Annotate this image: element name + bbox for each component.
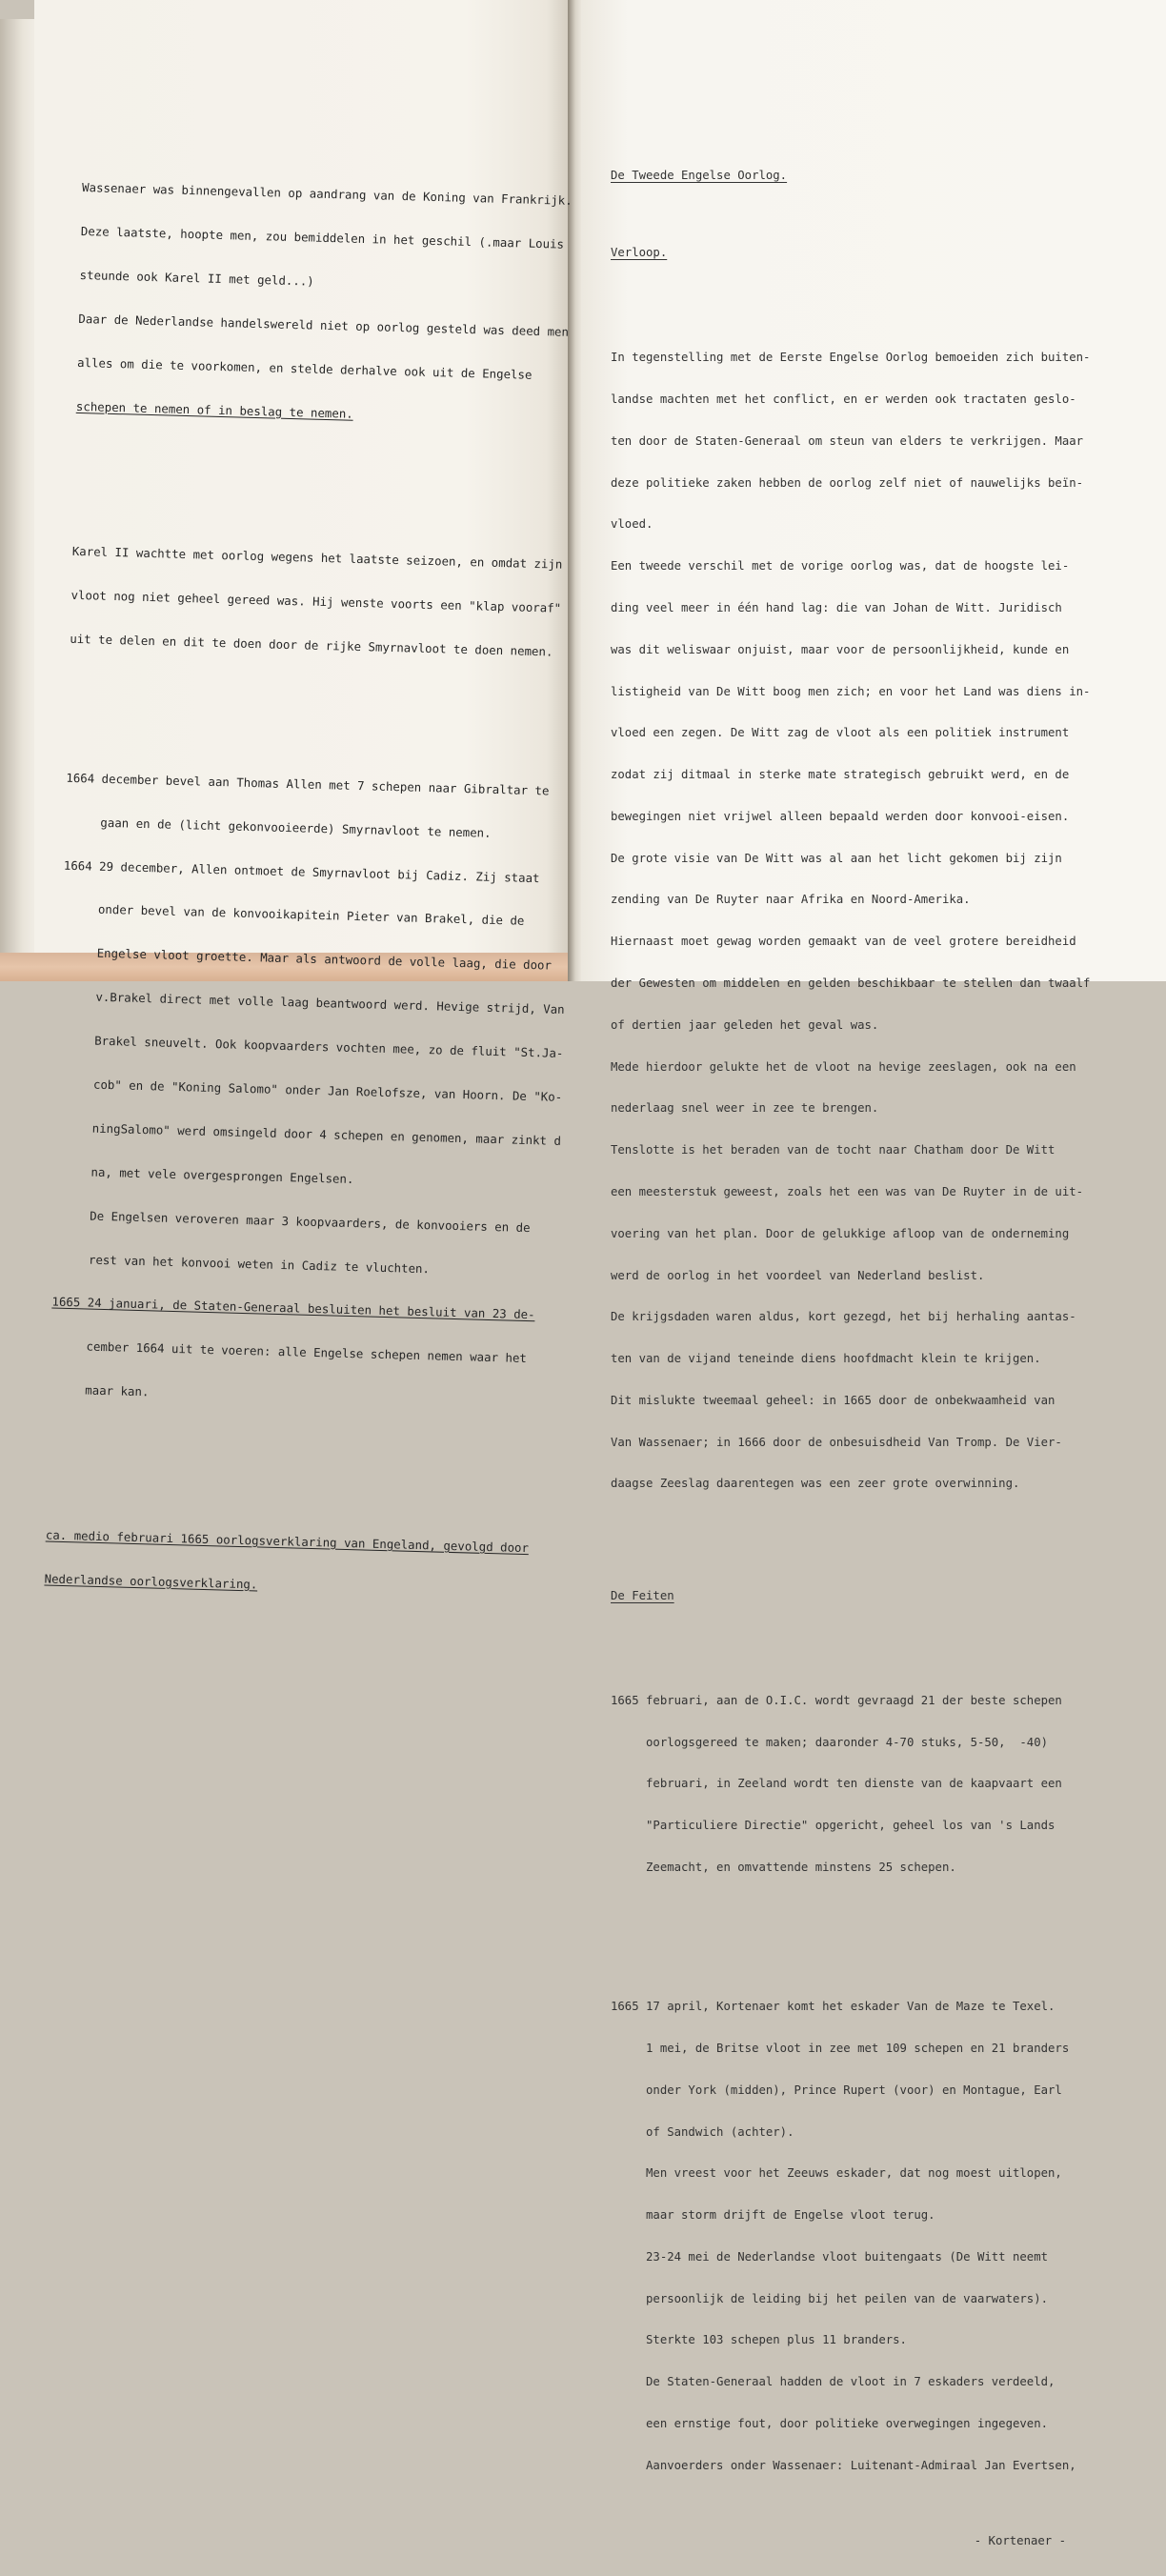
paragraph-gap [48,1455,543,1482]
paragraph-gap [611,1546,1144,1560]
paragraph-gap [68,704,563,725]
text-line: oorlogsgereed te maken; daaronder 4-70 stuks, 5-50, -40) [611,1735,1049,1749]
text-line: na, met vele overgesprongen Engelsen. [55,1163,354,1186]
text-line: ten van de vijand teneinde diens hoofdmacht klein te krijgen. [611,1352,1041,1366]
text-line: een meesterstuk geweest, zoals het een was van De Ruyter in de uit- [611,1184,1084,1198]
text-line: alles om die te voorkomen, en stelde derhalve ook uit de Engelse [76,354,533,382]
text-line: De krijgsdaden waren aldus, kort gezegd, het bij herhaling aantas- [611,1310,1076,1324]
text-line: 1665 17 april, Kortenaer komt het eskader Van de Maze te Texel. [611,2000,1055,2014]
text-line: zending van De Ruyter naar Afrika en Noord-Amerika. [611,893,971,907]
text-line: of Sandwich (achter). [611,2124,794,2139]
section-heading-verloop: Verloop. [611,246,668,260]
text-line: Nederlandse oorlogsverklaring. [44,1571,258,1592]
page-stack-edge [0,19,38,962]
text-line: uit te delen en dit te doen door de rijke Smyrnavloot te doen nemen. [70,631,553,659]
paragraph-gap [611,1630,1144,1638]
text-line: 23-24 mei de Nederlandse vloot buitengaats (De Witt neemt [611,2249,1049,2264]
text-line: onder York (midden), Prince Rupert (voor) en Montague, Earl [611,2083,1062,2097]
text-line: Wassenaer was binnengevallen op aandrang van de Koning van Frankrijk. [81,180,573,209]
text-line: vloed. [611,517,653,532]
left-intro-paragraph [75,151,578,456]
text-line: De grote visie van De Witt was al aan het licht gekomen bij zijn [611,851,1062,865]
text-line: Deze laatste, hoopte men, zou bemiddelen in het geschil (.maar Louis [80,224,565,252]
text-line: maar storm drijft de Engelse vloot terug. [611,2208,935,2223]
left-second-paragraph [69,515,568,689]
feiten-block-2 [611,1972,1144,2501]
text-line: ningSalomo" werd omsingeld door 4 schepen en genomen, maar zinkt d [56,1119,562,1148]
text-line: Karel II wachtte met oorlog wegens het laatste seizoen, en omdat zijn [71,544,563,573]
left-page-text [43,122,579,1658]
section-heading-feiten: De Feiten [611,1588,674,1602]
text-line: Hiernaast moet gewag worden gemaakt van de veel grotere bereidheid [611,935,1076,949]
text-line: zodat zij ditmaal in sterke mate strategisch gebruikt werd, en de [611,768,1070,782]
chapter-title: De Tweede Engelse Oorlog. [611,169,788,183]
text-line: bewegingen niet vrijwel alleen bepaald werden door konvooi-eisen. [611,809,1070,823]
text-line: "Particuliere Directie" opgericht, geheel los van 's Lands [611,1819,1055,1833]
text-line: een ernstige fout, door politieke overwegingen ingegeven. [611,2417,1049,2430]
text-line: cob" en de "Koning Salomo" onder Jan Roelofsze, van Hoorn. De "Ko- [57,1076,563,1104]
text-line: nederlaag snel weer in zee te brengen. [611,1101,879,1116]
left-war-declaration [44,1499,542,1628]
text-line: ten door de Staten-Generaal om steun van elders te verkrijgen. Maar [611,433,1084,448]
text-line: landse machten met het conflict, en er werden ook tractaten geslo- [611,392,1076,407]
text-line: Daar de Nederlandse handelswereld niet op oorlog gesteld was deed men [78,311,570,339]
text-line: De Staten-Generaal hadden de vloot in 7 eskaders verdeeld, [611,2375,1055,2389]
text-line: gaan en de (licht gekonvooieerde) Smyrnavloot te nemen. [64,814,492,840]
text-line: was dit weliswaar onjuist, maar voor de persoonlijkheid, kunde en [611,642,1070,656]
text-line: vloot nog niet geheel gereed was. Hij wenste voorts een "klap vooraf" [70,588,562,615]
text-line: cember 1664 uit te voeren: alle Engelse schepen nemen waar het [50,1338,528,1366]
text-line: Tenslotte is het beraden van de tocht naar Chatham door De Witt [611,1143,1055,1157]
text-line: der Gewesten om middelen en gelden beschikbaar te stellen dan twaalf [611,976,1091,991]
text-line: Brakel sneuvelt. Ook koopvaarders vochten mee, zo de fluit "St.Ja- [58,1032,564,1061]
text-line: In tegenstelling met de Eerste Engelse Oorlog bemoeiden zich buiten- [611,351,1091,365]
text-line: werd de oorlog in het voordeel van Nederland beslist. [611,1268,985,1282]
feiten-block-1 [611,1666,1144,1902]
text-line: ca. medio februari 1665 oorlogsverklaring van Engeland, gevolgd door [45,1527,530,1556]
text-line: Sterkte 103 schepen plus 11 branders. [611,2333,907,2347]
text-line: februari, in Zeeland wordt ten dienste van de kaapvaart een [611,1777,1062,1791]
text-line: rest van het konvooi weten in Cadiz te vluchten. [52,1251,431,1276]
text-line: daagse Zeeslag daarentegen was een zeer grote overwinning. [611,1477,1020,1491]
text-line: Van Wassenaer; in 1666 door de onbesuisdheid Van Tromp. De Vier- [611,1435,1062,1449]
text-line: 1 mei, de Britse vloot in zee met 109 schepen en 21 branders [611,2041,1070,2055]
text-line: 1664 29 december, Allen ontmoet de Smyrnavloot bij Cadiz. Zij staat [63,857,540,885]
text-line: Mede hierdoor gelukte het de vloot na hevige zeeslagen, ook na een [611,1059,1076,1074]
paragraph-gap [611,1930,1144,1944]
text-line: 1665 februari, aan de O.I.C. wordt gevraagd 21 der beste schepen [611,1693,1062,1707]
text-line: of dertien jaar geleden het geval was. [611,1017,879,1032]
text-line: Engelse vloot groette. Maar als antwoord de volle laag, die door [61,945,553,973]
verloop-paragraph [611,323,1144,1519]
text-line: vloed een zegen. De Witt zag de vloot als een politiek instrument [611,726,1070,740]
text-line: steunde ook Karel II met geld...) [79,267,314,289]
text-line: ding veel meer in één hand lag: die van Johan de Witt. Juridisch [611,601,1062,614]
right-page-text [611,141,1144,2576]
text-line: Een tweede verschil met de vorige oorlog was, dat de hoogste lei- [611,559,1070,574]
text-line: listigheid van De Witt boog men zich; en voor het Land was diens in- [611,684,1091,698]
paragraph-gap [74,472,570,499]
text-line: Aanvoerders onder Wassenaer: Luitenant-Admiraal Jan Evertsen, [611,2458,1076,2472]
catchword: - Kortenaer - [974,2533,1066,2547]
text-line: Dit mislukte tweemaal geheel: in 1665 door de onbekwaamheid van [611,1393,1055,1407]
text-line: Men vreest voor het Zeeuws eskader, dat nog moest uitlopen, [611,2166,1062,2181]
text-line: De Engelsen veroveren maar 3 koopvaarders, de konvooiers en de [53,1207,531,1235]
text-line: voering van het plan. Door de gelukkige afloop van de onderneming [611,1226,1070,1240]
text-line: Zeemacht, en omvattende minstens 25 schepen. [611,1860,956,1874]
paragraph-gap [611,211,1144,218]
text-line: 1664 december bevel aan Thomas Allen met 7 schepen naar Gibraltar te [66,770,550,798]
text-line: 1665 24 januari, de Staten-Generaal besluiten het besluit van 23 de- [51,1295,535,1322]
text-line: deze politieke zaken hebben de oorlog zelf niet of nauwelijks beïn- [611,475,1084,490]
text-line: onder bevel van de konvooikapitein Pieter van Brakel, die de [62,901,525,929]
left-events-list [49,741,565,1439]
paragraph-gap [611,288,1144,295]
text-line: schepen te nemen of in beslag te nemen. [75,398,353,421]
text-line: persoonlijk de leiding bij het peilen van de vaarwaters). [611,2291,1049,2305]
text-line: v.Brakel direct met volle laag beantwoord werd. Hevige strijd, Van [59,988,565,1017]
text-line: maar kan. [49,1381,150,1399]
